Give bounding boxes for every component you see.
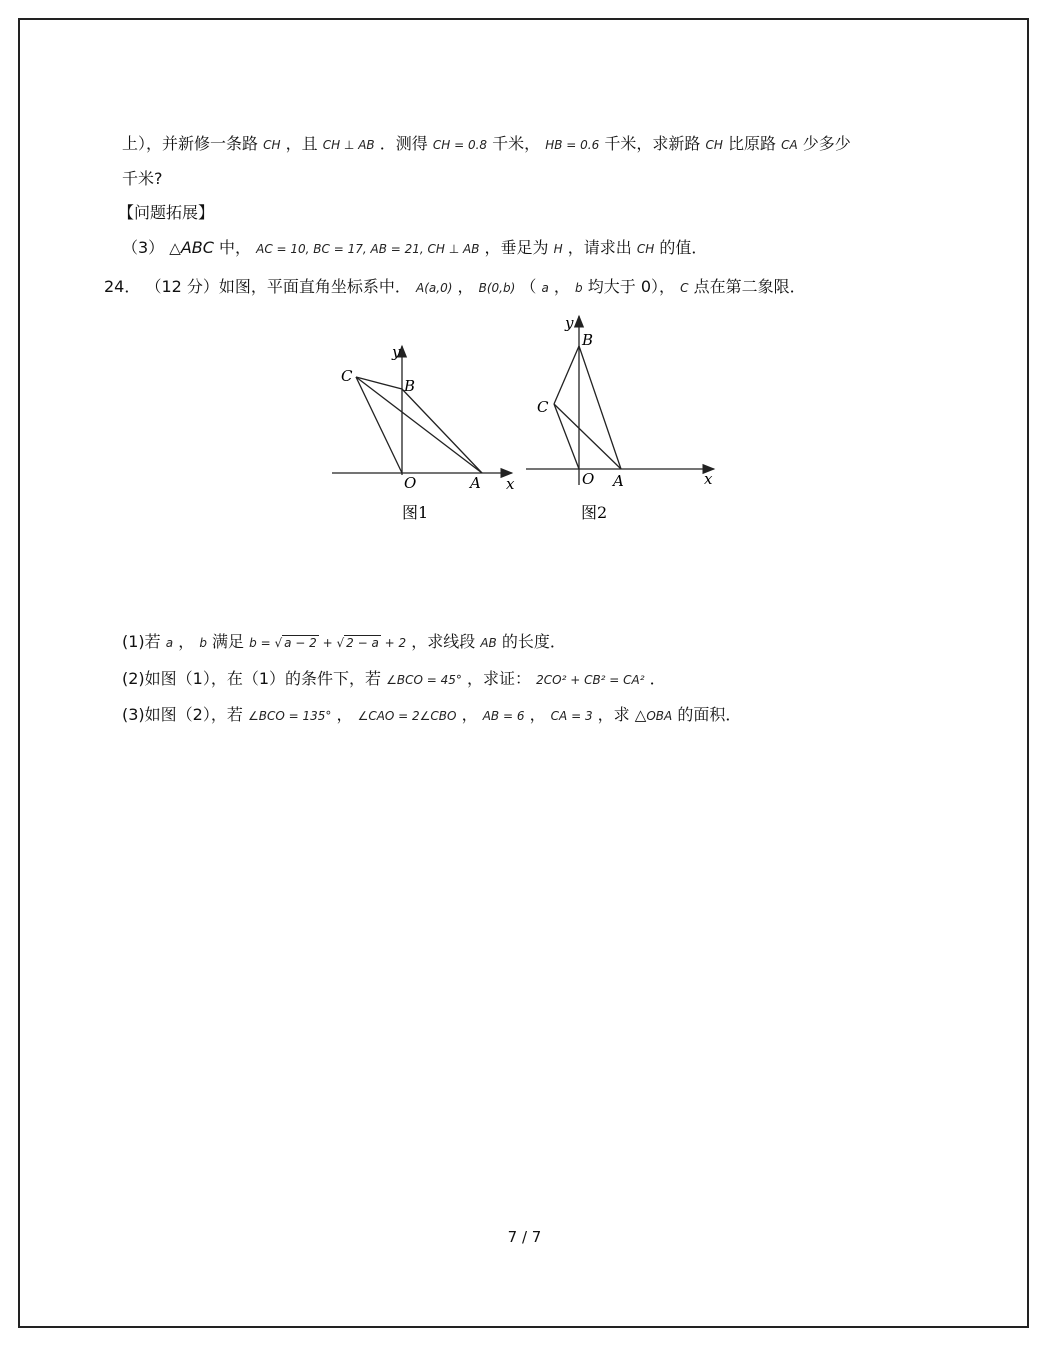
problem24-header (104, 276, 806, 299)
fig1-label-B: B (404, 377, 416, 395)
formula: b = √ a − 2 + √ 2 − a + 2 (249, 636, 407, 650)
text: ，求 (597, 705, 630, 724)
math: AB (480, 636, 497, 650)
math: a (165, 636, 174, 650)
text: 的值． (659, 238, 708, 257)
problem23-q3 (122, 237, 707, 260)
text: 点在第二象限． (693, 277, 806, 296)
math: ABC (180, 238, 214, 257)
text: ， (178, 632, 195, 651)
math: a (541, 281, 549, 295)
text: ，求线段 (411, 632, 476, 651)
math: OBA (646, 709, 673, 723)
text: (2)如图（1），在（1）的条件下，若 (122, 669, 382, 688)
figures (320, 310, 730, 530)
text: ， (457, 277, 474, 296)
math: CH = 0.8 (432, 138, 488, 152)
problem24-q1 (122, 631, 566, 654)
text: ，垂足为 (484, 238, 549, 257)
figure-1 (332, 343, 515, 522)
text: ， (553, 277, 570, 296)
math: ∠CAO = 2∠CBO (357, 709, 457, 723)
problem23-line1 (122, 133, 851, 156)
text: 千米，求新路 (604, 134, 701, 153)
math: CA (781, 138, 798, 152)
fig2-label-y: y (565, 314, 574, 332)
formula-part: b = (249, 636, 275, 650)
fig1-label-C: C (341, 367, 353, 385)
text: （3） (122, 238, 165, 257)
fig2-segment-CO (554, 404, 579, 469)
formula-part: + (318, 636, 337, 650)
math: A(a,0) (416, 281, 453, 295)
fig1-segment-BA (402, 389, 482, 473)
problem24-q2 (122, 668, 666, 691)
triangle-symbol: △ (634, 706, 647, 724)
radicand: a − 2 (284, 636, 317, 650)
formula-part: + 2 (380, 636, 407, 650)
math: AB = 6 (482, 709, 525, 723)
text: ， (461, 705, 478, 724)
text: 满足 (212, 632, 245, 651)
text: 的面积． (677, 705, 742, 724)
text: 千米， (492, 134, 541, 153)
text: 比原路 (727, 134, 776, 153)
triangle-symbol: △ (169, 239, 181, 257)
math: ∠BCO = 135° (247, 709, 332, 723)
text: 少多少 (802, 134, 851, 153)
text: (1)若 (122, 632, 161, 651)
text: ，求证： (467, 669, 532, 688)
fig2-label-C: C (537, 398, 549, 416)
problem-number: 24． (104, 277, 141, 296)
math: 2CO² + CB² = CA² (536, 673, 645, 687)
fig2-caption: 图2 (581, 503, 608, 522)
text: 均大于 0）， (587, 277, 676, 296)
math: C (680, 281, 689, 295)
math: AC = 10, BC = 17, AB = 21, CH ⊥ AB (256, 242, 480, 256)
fig2-label-A: A (613, 472, 624, 490)
problem24-q3 (122, 704, 741, 727)
math: H (553, 242, 563, 256)
math: CH (636, 242, 655, 256)
radicand: 2 − a (346, 636, 379, 650)
problem23-line2: 千米? (122, 169, 163, 188)
text: ． (649, 669, 666, 688)
fig1-label-A: A (470, 474, 481, 492)
math: CH ⊥ AB (322, 138, 375, 152)
math: b (199, 636, 207, 650)
math: B(0,b) (478, 281, 516, 295)
math: CH (263, 138, 281, 152)
fig1-label-y: y (392, 343, 401, 361)
page-number: 7 / 7 (507, 1228, 542, 1246)
fig2-label-O: O (582, 470, 595, 488)
text: 上），并新修一条路 (122, 134, 259, 153)
fig1-caption: 图1 (402, 503, 429, 522)
figure-2 (526, 314, 714, 522)
math: CA = 3 (550, 709, 593, 723)
section-title: 【问题拓展】 (118, 203, 215, 222)
math: HB = 0.6 (545, 138, 600, 152)
text: 中， (219, 238, 252, 257)
fig1-label-x: x (506, 475, 515, 493)
math: CH (705, 138, 723, 152)
text: （ (520, 277, 537, 296)
math: ∠BCO = 45° (386, 673, 462, 687)
text: ，且 (285, 134, 318, 153)
text: ．测得 (379, 134, 428, 153)
fig1-segment-CO (356, 377, 402, 473)
fig2-label-x: x (704, 470, 713, 488)
text: (3)如图（2），若 (122, 705, 243, 724)
math: b (575, 281, 583, 295)
text: ， (529, 705, 546, 724)
fig2-segment-CA (554, 404, 621, 469)
text: ，请求出 (567, 238, 632, 257)
text: （12 分）如图，平面直角坐标系中． (145, 277, 411, 296)
fig2-segment-BA (579, 346, 621, 469)
fig1-label-O: O (404, 474, 417, 492)
text: 的长度． (501, 632, 566, 651)
fig2-segment-BC (554, 346, 579, 404)
fig1-segment-CA (356, 377, 482, 473)
fig2-label-B: B (582, 331, 594, 349)
text: ， (336, 705, 353, 724)
